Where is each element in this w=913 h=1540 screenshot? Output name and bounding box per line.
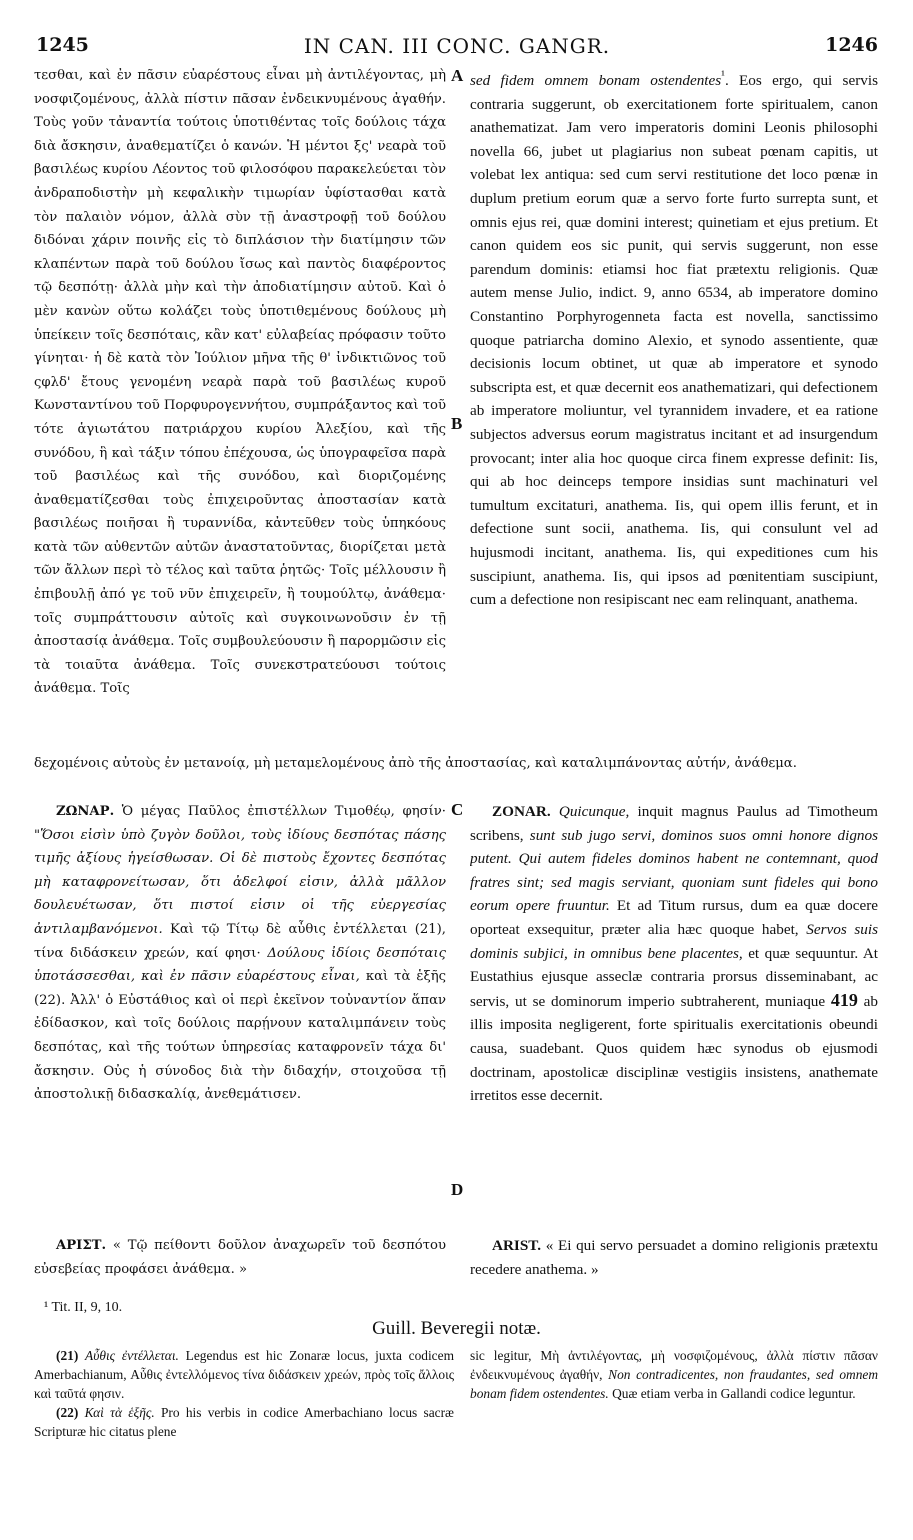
zonaras-latin: [470, 800, 878, 1108]
zonaras-latin-a: Quicunque,: [558, 803, 630, 820]
latin-italic-opening: sed fidem omnem bonam ostendentes: [470, 72, 722, 90]
note-22-number: (22): [56, 1405, 79, 1420]
note-22-latin-citation: Non contradicentes, non fraudantes, sed omnem bonam fidem ostendentes.: [470, 1367, 878, 1401]
note-21: [34, 1346, 454, 1403]
right-page-number: 1246: [825, 34, 878, 56]
margin-marker-d: D: [451, 1180, 464, 1199]
zonaras-greek-quote-1: "Ὅσοι εἰσὶν ὑπὸ ζυγὸν δοῦλοι, τοὺς ἰδίους δεσπότας πάσης τιμῆς ἀξίους ἡγείσθωσαν. Οἱ δὲ πιστοὺς ἔχοντες δεσπότας μὴ καταφρονείτωσαν, ὅτι ἀδελφοί εἰσιν, ἀλλὰ μᾶλλον δουλευέτωσαν, ὅτι πιστοί εἰσιν οἱ τῆς εὐεργεσίας ἀντιλαμβανόμενοι.: [34, 827, 446, 937]
note-22: [34, 1403, 454, 1441]
arist-greek: [34, 1234, 446, 1284]
zonaras-latin-f: et quæ sequuntur. At Eustathius ejusque asseclæ contraria prorsus disseminabant, ac servis, ut se dominorum imperio subtraherent, muniaque: [470, 944, 878, 1010]
arist-greek-text: « Τῷ πείθοντι δοῦλον ἀναχωρεῖν τοῦ δεσπότου εὐσεβείας προφάσει ἀνάθεμα. »: [34, 1238, 446, 1277]
latin-body-1: . Eos ergo, qui servis contraria suggerunt, ob exercitationem forte spiritualem, canon anathematizat. Jam vero imperatoris domini Leonis philosophi novella 66, jubet ut plagiarius non subeat pœnam capitis, ut volebat lex antiqua: sed cum servi restitutione det loco pœnæ in duplum pretium eorum quæ a servo forte furto surrepta sunt, et omnis ejus rei, quæ domini interest; quinetiam et ejus pretium. Et canon quidem eos sic punit, qui servis suggerunt, non esse parendum dominis: etiamsi hoc fiat prætextu religionis. Quæ autem mense Julio, indict. 9, anno 6534, ab imperatore domino Constantino Porphyrogenneta facta est novella, sanctissimo quoque patriarcha domino Alexio, et synodo assentiente, quæ decisionis locum obtinet, ut quæ ab imperatore et synodo subscripta est, et quæ decernit eos anathematizari, qui defectionem ab imperatore moliuntur, vel tyrannidem invadere, et ea ratione subjectos adversus eorum magistratus incitant et ad insurgendum provocant; inter alia hoc quoque circa finem expresse definit: Iis, qui ab hoc deinceps tempore insidias sunt machinaturi vel tumultum excitaturi, anathema. Iis, qui opem illis ferunt, et in defectione sunt socii, anathema. Iis, qui consulunt vel ad hujusmodi incitant, anathema. Iis, qui expeditiones cum his suscipiunt, anathema. Iis, qui ipsos ad pœnitentiam suscipiunt, cum a defectione non resipiscant nec eam relinquant, anathema.: [470, 72, 878, 609]
zonaras-greek-conclusion: καὶ τὰ ἑξῆς (22). Ἀλλ' ὁ Εὐστάθιος καὶ οἱ περὶ ἐκεῖνον τοὐναντίον ἅπαν ἐδίδασκον, καὶ τοῖς δούλοις παρῄνουν καταλιμπάνειν τοὺς δεσπότας, καὶ τῆς τούτων ὑπηρεσίας καταφρονεῖν τάχα δι' ἄσκησιν. Οὐς ἡ σύνοδος διὰ τὴν διδαχήν, στοιχοῦσα τῇ ἀποστολικῇ διδασκαλίᾳ, ἀνεθεμάτισεν.: [34, 969, 446, 1103]
arist-latin-para: [470, 1234, 878, 1281]
note-21-text: Legendus est hic Zonaræ locus, juxta codicem Amerbachianum, Αὖθις ἐντελλόμενος τίνα διδάσκειν χρεών, πρὸς τοῖς ἄλλοις καὶ ταῦτά φησιν.: [34, 1348, 454, 1401]
greek-column-zonaras: [34, 800, 446, 1190]
note-21-lemma: Αὖθις ἐντέλλεται.: [85, 1348, 179, 1363]
greek-full-width-line: δεχομένοις αὐτοὺς ἐν μετανοίᾳ, μὴ μεταμελομένους ἀπὸ τῆς ἀποστασίας, καὶ καταλιμπάνοντας αὐτήν, ἀνάθεμα.: [34, 756, 797, 771]
margin-marker-a: A: [451, 66, 464, 85]
arist-greek-label: ΑΡΙΣΤ.: [56, 1238, 107, 1253]
page-header: [36, 34, 878, 60]
greek-column-1: [34, 64, 446, 764]
footnote-ref: ¹: [721, 68, 725, 82]
latin-text-1: [470, 64, 878, 612]
zonaras-greek-mid: Καὶ τῷ Τίτῳ δὲ αὖθις ἐντέλλεται (21), τίνα διδάσκειν χρεών, καί φησι·: [34, 921, 446, 961]
greek-text-1: τεσθαι, καὶ ἐν πᾶσιν εὐαρέστους εἶναι μὴ ἀντιλέγοντας, μὴ νοσφιζομένους, ἀλλὰ πίστιν πᾶσαν ἐνδεικνυμένους ἀγαθήν. Τοὺς γοῦν τἀναντία τούτοις ὑποτιθέντας τοῖς δούλοις τάχα διὰ ἄσκησιν, ἀναθεματίζει ὁ κανών. Ἡ μέντοι ξς' νεαρὰ τοῦ βασιλέως κυρίου Λέοντος τοῦ φιλοσόφου παρακελεύεται τὸν ἀνδραποδιστὴν μὴ κεφαλικὴν τιμωρίαν ὑφίστασθαι κατὰ τὸν παλαιὸν νόμον, ἀλλὰ σὺν τῇ ἀναστροφῇ τοῦ δούλου διδόναι χάριν ποινῆς εἰς τὸ διπλάσιον τὴν διατίμησιν τῶν κλαπέντων παρὰ τοῦ δούλου ἴσως καὶ παντὸς διαφέροντος τῷ δεσπότῃ· ἀλλὰ μὴν καὶ τὴν ἀποδιατίμησιν αὐτοῦ. Καὶ ὁ μὲν κανὼν οὕτω κολάζει τοὺς ὑποτιθεμένους δούλους μὴ ὑπείκειν τοῖς δεσπόταις, κἂν κατ' εὐλαβείας πρόφασιν τοῦτο γίνηται· ἡ δὲ κατὰ τὸν Ἰούλιον μῆνα τῆς θ' ἰνδικτιῶνος τοῦ ςφλδ' ἔτους γενομένη νεαρὰ παρὰ τοῦ βασιλέως κυροῦ Κωνσταντίνου τοῦ Πορφυρογεννήτου, συμπράξαντος καὶ τοῦ τότε ἁγιωτάτου πατριάρχου κυρίου Ἀλεξίου, καὶ τῆς συνόδου, ἣ καὶ τάξιν τόπου ἐπέχουσα, ὡς ὑπογραφεῖσα παρὰ τοῦ βασιλέως καὶ τῆς συνόδου, καὶ διοριζομένης ἀναθεματίζεσθαι τοὺς ἐπιχειροῦντας ἀποστασίαν κατὰ βασιλέως ποιῆσαι ἢ τυραννίδα, κἀντεῦθεν τοὺς ὑπηκόους κατὰ τῶν αὐθεντῶν αὐτῶν ἀναστατοῦντας, διορίζεται μετὰ τῶν ἄλλων περὶ τὸ τέλος καὶ ταῦτα ῥητῶς· Τοῖς μέλλουσιν ἢ ἐπιβουλῇ ἀπό γε τοῦ νῦν ἐπιχειρεῖν, ἢ τουμούλτῳ, ἀνάθεμα· τοῖς συμπράττουσιν αὐτοῖς καὶ συγκοινωνοῦσιν ἐν τῇ ἀποστασίᾳ ἀνάθεμα. Τοῖς συμβουλεύουσιν ἢ παρορμῶσιν εἰς τὰ τοιαῦτα ἀνάθεμα. Τοῖς συνεκστρατεύουσι τούτοις ἀνάθεμα. Τοῖς: [34, 68, 446, 697]
latin-column-zonaras: [470, 800, 878, 1230]
margin-marker-b: B: [451, 414, 463, 433]
zonaras-greek: [34, 800, 446, 1107]
note-22-greek-citation: sic legitur, Μὴ ἀντιλέγοντας, μὴ νοσφιζομένους, ἀλλὰ πίστιν πᾶσαν ἐνδεικνυμένους ἀγαθήν,: [470, 1348, 878, 1382]
note-22-ending: Quæ etiam verba in Gallandi codice leguntur.: [612, 1386, 856, 1401]
zonaras-latin-e: Servos suis dominis subjici, in omnibus bene placentes,: [470, 920, 878, 962]
zonaras-greek-label: ΖΩΝΑΡ.: [56, 804, 115, 819]
arist-greek-para: [34, 1234, 446, 1281]
zonaras-latin-label: ZONAR.: [492, 803, 551, 820]
arist-latin-text: « Ei qui servo persuadet a domino religionis prætextu recedere anathema. »: [470, 1237, 878, 1278]
running-title: IN CAN. III CONC. GANGR.: [303, 34, 611, 58]
note-22-text: Pro his verbis in codice Amerbachiano locus sacræ Scripturæ hic citatus plene: [34, 1405, 454, 1439]
note-22-lemma: Καὶ τὰ ἑξῆς.: [84, 1405, 155, 1420]
arist-latin-label: ARIST.: [492, 1237, 542, 1254]
left-page-number: 1245: [36, 34, 89, 56]
column-number-419: 419: [830, 989, 858, 1010]
arist-latin: [470, 1234, 878, 1284]
zonaras-greek-quote-2: Δούλους ἰδίοις δεσπόταις ὑποτάσσεσθαι, καὶ ἐν πᾶσιν εὐαρέστους εἶναι,: [34, 945, 446, 985]
zonaras-latin-g: ab illis imposita negligerent, forte spiritualis exercitationis obeundi causa, suadebant. Quos quidem hæc synodus ob ejusmodi doctrinam, apostolicæ disciplinæ vestigiis insistens, anathemate irretitos esse decernit.: [470, 992, 878, 1105]
latin-column-1: [470, 64, 878, 764]
zonaras-latin-b: inquit magnus Paulus ad Timotheum scribens,: [470, 803, 878, 844]
note-21-number: (21): [56, 1348, 79, 1363]
notes-title: Guill. Beveregii notæ.: [372, 1318, 541, 1339]
zonaras-latin-c: sunt sub jugo servi, dominos suos omni honore dignos putent. Qui autem fideles dominos habent ne contemnant, quod fratres sint; sed magis serviant, quoniam sunt fideles qui bono eorum opere fruuntur.: [470, 826, 878, 915]
zonaras-greek-intro: Ὁ μέγας Παῦλος ἐπιστέλλων Τιμοθέῳ, φησίν·: [121, 804, 446, 819]
notes-right-column: [470, 1346, 878, 1466]
margin-marker-c: C: [451, 800, 464, 819]
footnote: ¹ Tit. II, 9, 10.: [44, 1300, 123, 1315]
notes-left-column: [34, 1346, 454, 1466]
zonaras-latin-d: Et ad Titum rursus, dum ea quæ docere oporteat exsequitur, præter alia hæc quoque habet,: [470, 897, 878, 938]
note-22-continued: [470, 1346, 878, 1403]
